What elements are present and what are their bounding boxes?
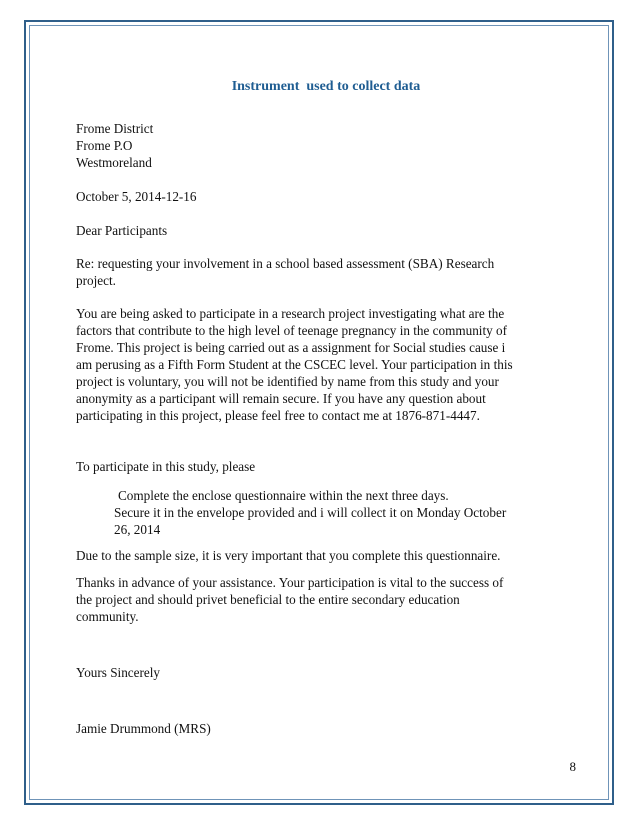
sample-note <box>76 547 568 564</box>
body-line: participating in this project, please feel free to contact me at 1876-871-4447. <box>76 408 480 423</box>
instructions-intro <box>76 458 568 475</box>
body-line: You are being asked to participate in a research project investigating what are the <box>76 306 505 321</box>
subject-text: project. <box>76 273 116 288</box>
address-line: Frome District <box>76 121 154 136</box>
body-line: factors that contribute to the high level of teenage pregnancy in the community of <box>76 323 508 338</box>
letter-date <box>76 188 568 205</box>
subject-line <box>76 255 568 289</box>
instruction-item: Secure it in the envelope provided and i will collect it on Monday October <box>114 505 507 520</box>
letter-page <box>76 0 576 826</box>
body-line: am perusing as a Fifth Form Student at the CSCEC level. Your participation in this <box>76 357 513 372</box>
body-line: Frome. This project is being carried out as a assignment for Social studies cause i <box>76 340 506 355</box>
body-line: project is voluntary, you will not be identified by name from this study and your <box>76 374 499 389</box>
thanks-line: community. <box>76 609 139 624</box>
closing-text: Yours Sincerely <box>76 665 161 680</box>
thanks-line: the project and should privet beneficial to the entire secondary education <box>76 592 460 607</box>
signature-text: Jamie Drummond (MRS) <box>76 721 211 736</box>
instructions-intro-text: To participate in this study, please <box>76 459 256 474</box>
subject-text: Re: requesting your involvement in a school based assessment (SBA) Research <box>76 256 495 271</box>
instruction-item: 26, 2014 <box>114 522 161 537</box>
salutation <box>76 222 568 239</box>
body-paragraph <box>76 305 568 424</box>
instruction-list <box>76 487 568 538</box>
address-line: Westmoreland <box>76 155 152 170</box>
date-text: October 5, 2014-12-16 <box>76 189 197 204</box>
closing <box>76 664 568 681</box>
page-number: 8 <box>569 759 576 774</box>
salutation-text: Dear Participants <box>76 223 168 238</box>
document-title: Instrument used to collect data <box>231 79 421 94</box>
thanks-line: Thanks in advance of your assistance. Your participation is vital to the success of <box>76 575 504 590</box>
body-line: anonymity as a participant will remain secure. If you have any question about <box>76 391 486 406</box>
address-line: Frome P.O <box>76 138 133 153</box>
instruction-item: Complete the enclose questionnaire within the next three days. <box>118 488 449 503</box>
signature <box>76 720 568 737</box>
sender-address <box>76 120 568 171</box>
sample-note-text: Due to the sample size, it is very important that you complete this questionnaire. <box>76 548 501 563</box>
thanks-paragraph <box>76 574 568 625</box>
